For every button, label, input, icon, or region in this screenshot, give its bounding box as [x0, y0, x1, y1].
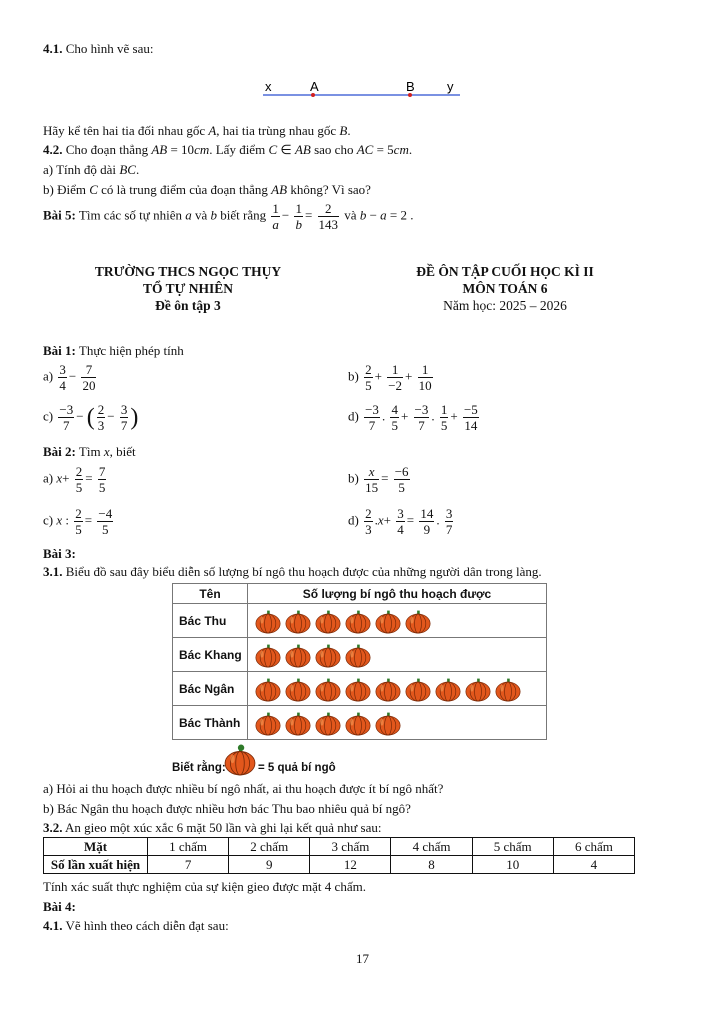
pictograph-header-name: Tên	[173, 584, 248, 604]
bai2-a: a) x+ $\frac{2}{5}$ = $\frac{7}{5}$	[43, 464, 106, 495]
q41-prev-question: Hãy kể tên hai tia đối nhau gốc A, hai tia trùng nhau gốc B.	[43, 123, 351, 138]
q42a: a) Tính độ dài BC.	[43, 162, 140, 177]
school-year: Năm học: 2025 – 2026	[443, 298, 567, 313]
pictograph-row	[173, 672, 547, 706]
q42: 4.2. Cho đoạn thẳng AB = 10cm. Lấy điểm C ∈ AB sao cho AC = 5cm.	[43, 142, 413, 157]
bai4-title: Bài 4:	[43, 899, 76, 914]
pictograph-table	[172, 583, 547, 740]
bai1-d: d) $\frac{-3}{7}$ . $\frac{4}{5}$ + $\frac{-3}{7}$ . $\frac{1}{5}$ + $\frac{-5}{14}$	[348, 402, 478, 433]
pictograph-name: Bác Ngân	[173, 672, 248, 706]
q41-prev	[43, 41, 154, 57]
bai1-c: c) $\frac{-3}{7}$ − ( $\frac{2}{3}$ − $\frac{3}{7}$ )	[43, 402, 139, 433]
label-x: x	[265, 79, 272, 94]
pictograph-icons	[248, 604, 547, 638]
pumpkin-icon	[254, 710, 282, 736]
pictograph-icons	[248, 672, 547, 706]
pumpkin-icon	[284, 608, 312, 634]
pumpkin-icon	[284, 710, 312, 736]
school-name: TRƯỜNG THCS NGỌC THỤY	[94, 264, 282, 279]
dice-table	[43, 837, 635, 874]
pictograph	[172, 583, 547, 780]
label-b: B	[406, 79, 415, 94]
pumpkin-icon	[254, 642, 282, 668]
legend-pumpkin-icon	[224, 744, 258, 776]
header-left	[43, 263, 333, 314]
q32: 3.2. An gieo một xúc xắc 6 mặt 50 lần và ghi lại kết quả như sau:	[43, 820, 382, 835]
q42b: b) Điểm C có là trung điểm của đoạn thẳng AB không? Vì sao?	[43, 182, 371, 197]
bai2-c: c) x : $\frac{2}{5}$ = $\frac{-4}{5}$	[43, 506, 113, 537]
bai2-b: b) $\frac{x}{15}$ = $\frac{-6}{5}$	[348, 464, 409, 495]
pictograph-name: Bác Khang	[173, 638, 248, 672]
pictograph-icons	[248, 706, 547, 740]
dice-header-count: Số lần xuất hiện	[44, 856, 148, 874]
pictograph-row	[173, 604, 547, 638]
bai1-a: a) $\frac{3}{4}$ − $\frac{7}{20}$	[43, 362, 96, 393]
pumpkin-icon	[344, 710, 372, 736]
pumpkin-icon	[374, 710, 402, 736]
pumpkin-icon	[314, 642, 342, 668]
label-y: y	[447, 79, 454, 94]
header-right	[360, 263, 650, 314]
pumpkin-icon	[284, 642, 312, 668]
legend-text: Biết rằng:	[172, 762, 226, 774]
pumpkin-icon	[314, 676, 342, 702]
subject: MÔN TOÁN 6	[462, 281, 548, 296]
pumpkin-icon	[314, 710, 342, 736]
pumpkin-icon	[374, 676, 402, 702]
bai1-b: b) $\frac{2}{5}$ + $\frac{1}{-2}$ + $\frac{1}{10}$	[348, 362, 432, 393]
dice-face: 6 chấm	[553, 838, 634, 856]
q41-prev-label: 4.1.	[43, 41, 63, 56]
exam-title: ĐỀ ÔN TẬP CUỐI HỌC KÌ II	[416, 264, 594, 279]
pictograph-row	[173, 638, 547, 672]
dice-face: 1 chấm	[148, 838, 229, 856]
dice-count: 12	[310, 856, 391, 874]
pictograph-header-count: Số lượng bí ngô thu hoạch được	[248, 584, 547, 604]
pictograph-legend	[172, 740, 547, 780]
pumpkin-icon	[224, 744, 256, 776]
pumpkin-icon	[464, 676, 492, 702]
pumpkin-icon	[284, 676, 312, 702]
q31b: b) Bác Ngân thu hoạch được nhiều hơn bác Thu bao nhiêu quả bí ngô?	[43, 801, 411, 816]
bai5: Bài 5: Tìm các số tự nhiên a và b biết rằng $\frac{1}{a}$ − $\frac{1}{b}$ = $\frac{2}{143}$ và b − a = 2 .	[43, 201, 414, 232]
pumpkin-icon	[434, 676, 462, 702]
q41-prev-text: Cho hình vẽ sau:	[65, 41, 154, 56]
pumpkin-icon	[404, 676, 432, 702]
exam-number: Đề ôn tập 3	[155, 298, 221, 313]
pictograph-name: Bác Thành	[173, 706, 248, 740]
dice-face: 3 chấm	[310, 838, 391, 856]
bai3-title: Bài 3:	[43, 546, 76, 561]
dice-count: 7	[148, 856, 229, 874]
bai2-d: d) $\frac{2}{3}$ .x+ $\frac{3}{4}$ = $\frac{14}{9}$ . $\frac{3}{7}$	[348, 506, 453, 537]
q31a: a) Hỏi ai thu hoạch được nhiều bí ngô nhất, ai thu hoạch được ít bí ngô nhất?	[43, 781, 444, 796]
q31: 3.1. Biểu đồ sau đây biểu diễn số lượng bí ngô thu hoạch được của những người dân trong làng.	[43, 564, 542, 579]
pumpkin-icon	[254, 676, 282, 702]
dice-count: 8	[391, 856, 472, 874]
dice-face: 5 chấm	[472, 838, 553, 856]
dice-face: 4 chấm	[391, 838, 472, 856]
dice-count: 9	[229, 856, 310, 874]
q41: 4.1. Vẽ hình theo cách diễn đạt sau:	[43, 918, 229, 933]
pumpkin-icon	[344, 642, 372, 668]
pictograph-name: Bác Thu	[173, 604, 248, 638]
department: TỔ TỰ NHIÊN	[142, 281, 234, 296]
q32-question: Tính xác suất thực nghiệm của sự kiện gieo được mặt 4 chấm.	[43, 879, 366, 894]
pumpkin-icon	[374, 608, 402, 634]
label-a: A	[310, 79, 319, 94]
line-figure	[255, 78, 475, 102]
pumpkin-icon	[344, 608, 372, 634]
legend-value: = 5 quả bí ngô	[258, 762, 336, 774]
dice-face: 2 chấm	[229, 838, 310, 856]
dice-count: 4	[553, 856, 634, 874]
bai2-title: Bài 2: Tìm x, biết	[43, 444, 136, 459]
bai1-title: Bài 1: Thực hiện phép tính	[43, 343, 184, 358]
dice-count: 10	[472, 856, 553, 874]
pumpkin-icon	[344, 676, 372, 702]
pumpkin-icon	[254, 608, 282, 634]
pictograph-icons	[248, 638, 547, 672]
dice-header-face: Mặt	[44, 838, 148, 856]
page-number: 17	[356, 951, 369, 966]
pictograph-row	[173, 706, 547, 740]
pumpkin-icon	[494, 676, 522, 702]
pumpkin-icon	[314, 608, 342, 634]
pumpkin-icon	[404, 608, 432, 634]
